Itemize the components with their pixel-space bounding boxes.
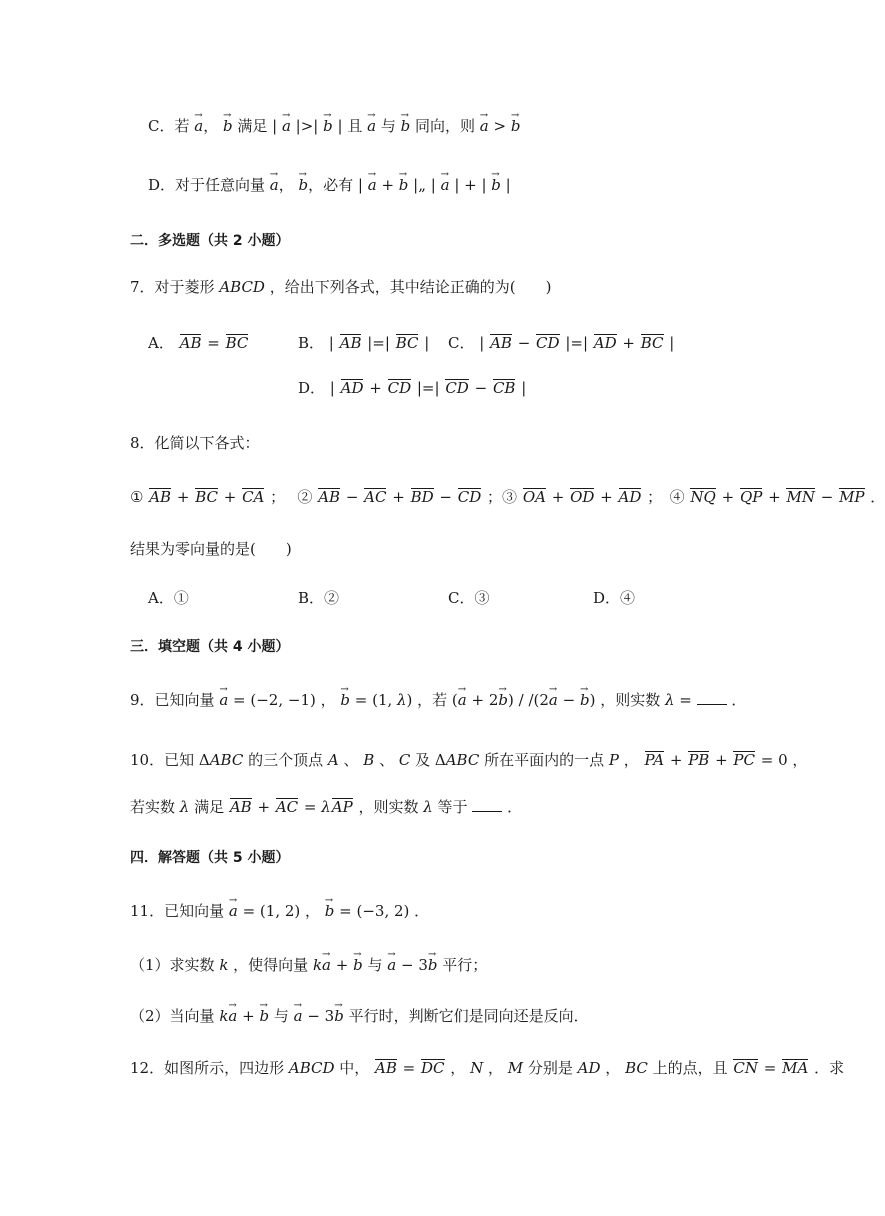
q7-option-d: D． | AD + CD |=| CD − CB | — [298, 379, 527, 397]
q11-part2: （2）当向量 k→ a + → b 与 → a − 3→ b 平行时，判断它们是同向还是反向． — [130, 1006, 589, 1026]
section-heading-fill-in: 三．填空题（共 4 小题） — [130, 639, 290, 655]
q7-option-c: C． | AB − CD |=| AD + BC | — [448, 334, 675, 352]
q7-stem: 7．对于菱形 ABCD ，给出下列各式，其中结论正确的为( ) — [130, 278, 552, 296]
q10-line1: 10．已知 ΔABC 的三个顶点 A 、 B 、 C 及 ΔABC 所在平面内的一点 P ， PA + PB + PC = 0 ， — [130, 751, 808, 769]
q8-stem: 8．化简以下各式： — [130, 434, 260, 452]
q9-stem: 9．已知向量 → a = (−2, −1) ， → b = (1, λ) ，若 (→ a + 2→ b) / /(2→ a − → b) ，则实数 λ = ． — [130, 690, 746, 710]
q8-option-a: A．① — [148, 589, 189, 607]
q6-option-c: C．若 → a， → b 满足 | → a |>| → b | 且 → a 与 → b 同向，则 → a > → b — [148, 116, 520, 136]
q8-tail: 结果为零向量的是( ) — [130, 540, 292, 558]
q11-stem: 11．已知向量 → a = (1, 2) ， → b = (−3, 2) ． — [130, 901, 429, 921]
q6-option-d: D．对于任意向量 → a， → b，必有 | → a + → b |„ | → a | + | → b | — [148, 175, 511, 195]
q8-option-b: B．② — [298, 589, 340, 607]
section-heading-multiple-choice: 二．多选题（共 2 小题） — [130, 233, 290, 249]
q8-option-c: C．③ — [448, 589, 490, 607]
q8-expressions: ① AB + BC + CA ； ② AB − AC + BD − CD ；③ OA + OD + AD ； ④ NQ + QP + MN − MP ． — [130, 488, 885, 506]
q7-option-a: A． AB = BC — [148, 334, 249, 352]
q12-stem: 12．如图所示，四边形 ABCD 中， AB = DC ， N ， M 分别是 AD ， BC 上的点，且 CN = MA ．求 — [130, 1059, 845, 1077]
section-heading-answer: 四．解答题（共 5 小题） — [130, 850, 290, 866]
q10-line2: 若实数 λ 满足 AB + AC = λAP ，则实数 λ 等于 ． — [130, 798, 523, 816]
q7-option-b: B． | AB |=| BC | — [298, 334, 430, 352]
q8-option-d: D．④ — [593, 589, 636, 607]
q11-part1: （1）求实数 k ，使得向量 k→ a + → b 与 → a − 3→ b 平行； — [130, 955, 487, 975]
